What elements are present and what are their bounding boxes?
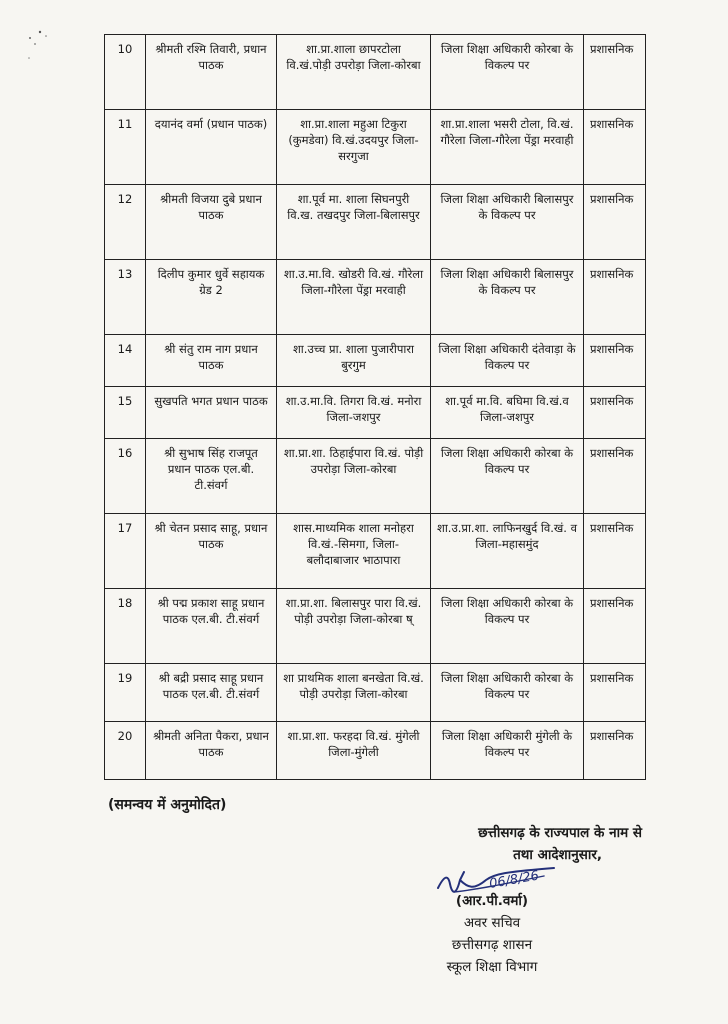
row-number-cell: 19: [105, 664, 146, 722]
table-row: [105, 664, 646, 722]
table-row: [105, 589, 646, 664]
transfer-type-cell: प्रशासनिक: [584, 514, 646, 589]
new-posting-cell: जिला शिक्षा अधिकारी कोरबा के विकल्प पर: [431, 664, 584, 722]
current-posting-cell: शा.प्रा.शा. फरहदा वि.खं. मुंगेली जिला-मुंगेली: [277, 722, 431, 780]
transfer-type-cell: प्रशासनिक: [584, 439, 646, 514]
handwritten-signature: [434, 866, 564, 900]
scan-specks: [26, 28, 56, 68]
employee-name-cell: श्रीमती रश्मि तिवारी, प्रधान पाठक: [146, 35, 277, 110]
current-posting-cell: शा.उच्च प्रा. शाला पुजारीपारा बुरगुम: [277, 335, 431, 387]
current-posting-cell: शास.माध्यमिक शाला मनोहरा वि.खं.-सिमगा, जिला-बलौदाबाजार भाठापारा: [277, 514, 431, 589]
new-posting-cell: शा.उ.प्रा.शा. लाफिनखुर्द वि.खं. व जिला-महासमुंद: [431, 514, 584, 589]
row-number-cell: 15: [105, 387, 146, 439]
new-posting-cell: शा.प्रा.शाला भसरी टोला, वि.खं. गौरेला जिला-गौरेला पेंड्रा मरवाही: [431, 110, 584, 185]
transfer-type-cell: प्रशासनिक: [584, 260, 646, 335]
employee-name-cell: श्रीमती अनिता पैकरा, प्रधान पाठक: [146, 722, 277, 780]
current-posting-cell: शा.उ.मा.वि. तिगरा वि.खं. मनोरा जिला-जशपुर: [277, 387, 431, 439]
transfer-type-cell: प्रशासनिक: [584, 335, 646, 387]
row-number-cell: 14: [105, 335, 146, 387]
current-posting-cell: शा.उ.मा.वि. खोडरी वि.खं. गौरेला जिला-गौरेला पेंड्रा मरवाही: [277, 260, 431, 335]
new-posting-cell: जिला शिक्षा अधिकारी कोरबा के विकल्प पर: [431, 589, 584, 664]
transfer-type-cell: प्रशासनिक: [584, 589, 646, 664]
employee-name-cell: श्री सुभाष सिंह राजपूत प्रधान पाठक एल.बी. टी.संवर्ग: [146, 439, 277, 514]
current-posting-cell: शा.प्रा.शाला छापरटोला वि.खं.पोड़ी उपरोड़ा जिला-कोरबा: [277, 35, 431, 110]
row-number-cell: 10: [105, 35, 146, 110]
signatory-designation: अवर सचिव: [463, 915, 521, 931]
table-row: [105, 185, 646, 260]
transfer-type-cell: प्रशासनिक: [584, 185, 646, 260]
transfer-type-cell: प्रशासनिक: [584, 722, 646, 780]
row-number-cell: 17: [105, 514, 146, 589]
employee-name-cell: श्रीमती विजया दुबे प्रधान पाठक: [146, 185, 277, 260]
new-posting-cell: जिला शिक्षा अधिकारी कोरबा के विकल्प पर: [431, 439, 584, 514]
employee-name-cell: दिलीप कुमार धुर्वे सहायक ग्रेड 2: [146, 260, 277, 335]
row-number-cell: 11: [105, 110, 146, 185]
row-number-cell: 16: [105, 439, 146, 514]
approval-note: (समन्वय में अनुमोदित): [108, 797, 227, 813]
new-posting-cell: जिला शिक्षा अधिकारी बिलासपुर के विकल्प पर: [431, 185, 584, 260]
table-row: [105, 514, 646, 589]
svg-text:06/8/26: 06/8/26: [488, 868, 541, 892]
new-posting-cell: जिला शिक्षा अधिकारी बिलासपुर के विकल्प पर: [431, 260, 584, 335]
new-posting-cell: जिला शिक्षा अधिकारी मुंगेली के विकल्प पर: [431, 722, 584, 780]
current-posting-cell: शा प्राथमिक शाला बनखेता वि.खं. पोड़ी उपरोड़ा जिला-कोरबा: [277, 664, 431, 722]
employee-name-cell: दयानंद वर्मा (प्रधान पाठक): [146, 110, 277, 185]
employee-name-cell: श्री चेतन प्रसाद साहू, प्रधान पाठक: [146, 514, 277, 589]
table-row: [105, 722, 646, 780]
employee-name-cell: श्री पद्म प्रकाश साहू प्रधान पाठक एल.बी. टी.संवर्ग: [146, 589, 277, 664]
transfer-type-cell: प्रशासनिक: [584, 110, 646, 185]
row-number-cell: 12: [105, 185, 146, 260]
transfer-table: [104, 34, 646, 780]
signoff-block: [342, 822, 642, 978]
current-posting-cell: शा.पूर्व मा. शाला सिघनपुरी वि.ख. तखदपुर जिला-बिलासपुर: [277, 185, 431, 260]
table-row: [105, 35, 646, 110]
employee-name-cell: श्री संतु राम नाग प्रधान पाठक: [146, 335, 277, 387]
signatory-department: स्कूल शिक्षा विभाग: [446, 959, 538, 975]
new-posting-cell: जिला शिक्षा अधिकारी कोरबा के विकल्प पर: [431, 35, 584, 110]
employee-name-cell: श्री बद्री प्रसाद साहू प्रधान पाठक एल.बी. टी.संवर्ग: [146, 664, 277, 722]
current-posting-cell: शा.प्रा.शा. बिलासपुर पारा वि.खं. पोड़ी उपरोड़ा जिला-कोरबा ष्: [277, 589, 431, 664]
table-row: [105, 439, 646, 514]
transfer-type-cell: प्रशासनिक: [584, 664, 646, 722]
transfer-table-body: [105, 35, 646, 780]
signatory-government: छत्तीसगढ़ शासन: [451, 937, 533, 953]
current-posting-cell: शा.प्रा.शा. ठिहाईपारा वि.खं. पोड़ी उपरोड़ा जिला-कोरबा: [277, 439, 431, 514]
table-row: [105, 387, 646, 439]
signoff-line-2: तथा आदेशानुसार,: [513, 847, 602, 863]
current-posting-cell: शा.प्रा.शाला महुआ टिकुरा (कुमडेवा) वि.खं.उदयपुर जिला-सरगुजा: [277, 110, 431, 185]
new-posting-cell: शा.पूर्व मा.वि. बघिमा वि.खं.व जिला-जशपुर: [431, 387, 584, 439]
employee-name-cell: सुखपति भगत प्रधान पाठक: [146, 387, 277, 439]
new-posting-cell: जिला शिक्षा अधिकारी दंतेवाड़ा के विकल्प पर: [431, 335, 584, 387]
signature-row: [342, 866, 642, 896]
row-number-cell: 13: [105, 260, 146, 335]
signatory-name: (आर.पी.वर्मा): [455, 893, 529, 909]
transfer-type-cell: प्रशासनिक: [584, 387, 646, 439]
table-row: [105, 110, 646, 185]
table-row: [105, 335, 646, 387]
table-row: [105, 260, 646, 335]
transfer-type-cell: प्रशासनिक: [584, 35, 646, 110]
row-number-cell: 20: [105, 722, 146, 780]
signoff-line-1: छत्तीसगढ़ के राज्यपाल के नाम से: [478, 825, 642, 841]
row-number-cell: 18: [105, 589, 146, 664]
